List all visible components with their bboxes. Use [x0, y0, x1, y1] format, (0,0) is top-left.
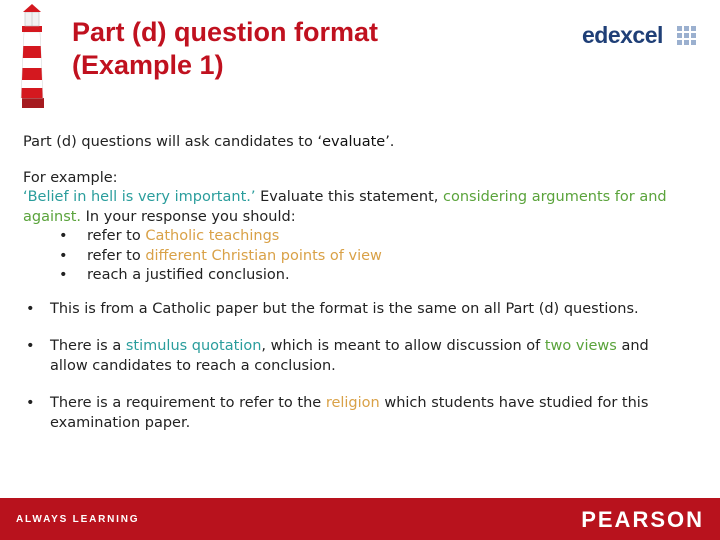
- list-item: [23, 300, 688, 320]
- bullet-icon: •: [26, 300, 35, 317]
- logo-grid-icon: [677, 26, 697, 46]
- bullet-icon: •: [59, 228, 68, 244]
- footer-bar: [0, 498, 720, 540]
- item-prefix: refer to: [87, 228, 146, 244]
- page-title: [72, 16, 492, 82]
- lighthouse-icon: [12, 2, 52, 110]
- note-text: This is from a Catholic paper but the format is the same on all Part (d) questions.: [50, 300, 639, 317]
- item-highlight: Catholic teachings: [145, 228, 280, 244]
- note-highlight-two-views: two views: [544, 338, 617, 354]
- list-item: [23, 394, 688, 433]
- pearson-logo: PEARSON: [581, 507, 704, 532]
- intro-text: Part (d) questions will ask candidates to ‘: [23, 134, 323, 150]
- example-label: For example:: [23, 169, 118, 186]
- slide-content: [23, 133, 688, 451]
- list-item: [23, 337, 688, 376]
- example-list: [23, 227, 688, 286]
- example-evaluate-text: Evaluate this statement,: [255, 189, 443, 205]
- footer-tagline: ALWAYS LEARNING: [16, 514, 140, 525]
- note-text: , which is meant to allow discussion of: [261, 338, 545, 354]
- title-line-2: (Example 1): [72, 50, 224, 80]
- bullet-icon: •: [59, 247, 68, 264]
- title-line-1: Part (d) question format: [72, 17, 379, 47]
- note-text: There is a: [50, 338, 126, 354]
- note-highlight-stimulus: stimulus quotation: [125, 338, 262, 354]
- example-quote: ‘Belief in hell is very important.’: [23, 189, 256, 205]
- list-item: [23, 227, 688, 247]
- note-text: and allow candidates to reach a conclusion.: [50, 338, 649, 374]
- intro-keyword: evaluate: [322, 134, 386, 150]
- bullet-icon: •: [26, 338, 35, 354]
- list-item: [23, 247, 688, 267]
- bullet-icon: •: [59, 267, 68, 283]
- item-highlight: different Christian points of view: [145, 247, 382, 264]
- intro-paragraph: [23, 133, 688, 153]
- example-block: [23, 169, 688, 286]
- example-considering: considering arguments for and against.: [23, 189, 667, 225]
- note-text: There is a requirement to refer to the: [50, 395, 326, 411]
- item-prefix: reach a justified conclusion.: [87, 267, 290, 283]
- example-instruction: In your response you should:: [81, 208, 296, 225]
- intro-end: ’.: [385, 134, 395, 150]
- list-item: [23, 266, 688, 286]
- edexcel-logo: [582, 22, 702, 48]
- note-text: which students have studied for this examination paper.: [50, 395, 649, 431]
- notes-list: [23, 300, 688, 434]
- note-highlight-religion: religion: [325, 395, 380, 411]
- logo-text: edexcel: [582, 22, 663, 48]
- example-question: [23, 188, 688, 227]
- item-prefix: refer to: [87, 247, 146, 264]
- bullet-icon: •: [26, 395, 35, 411]
